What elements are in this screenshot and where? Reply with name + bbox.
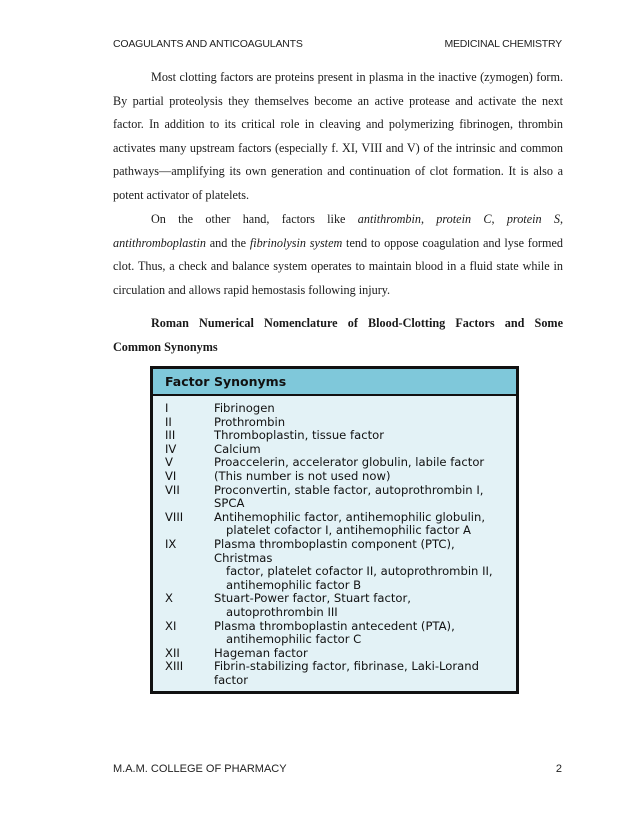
factor-number: IX: [165, 536, 177, 551]
factor-synonyms: [214, 592, 516, 619]
synonym-line: Hageman factor: [214, 645, 308, 660]
section-heading: Roman Numerical Nomenclature of Blood-Clotting Factors and Some Common Synonyms: [113, 316, 563, 354]
table-row: [153, 443, 516, 457]
p2-text-after: tend to oppose coagulation and lyse formed clot. Thus, a check and balance system operates to maintain blood in a fluid state while in circulation and allows rapid hemostasis following injury.: [113, 235, 563, 297]
p2-sep: ,: [491, 212, 507, 226]
synonym-continuation: factor, platelet cofactor II, autoprothrombin II, antihemophilic factor B: [226, 564, 493, 592]
table-row: [153, 456, 516, 470]
table-row: [153, 429, 516, 443]
table-rows: [153, 402, 516, 687]
synonym-line: Prothrombin: [214, 414, 286, 429]
factor-synonyms: [214, 416, 516, 430]
factor-synonyms: [214, 660, 516, 687]
synonym-line: Fibrinogen: [214, 401, 275, 415]
factor-number: VI: [165, 468, 177, 483]
factor-number: II: [165, 414, 172, 429]
synonym-line: Plasma thromboplastin antecedent (PTA),: [214, 618, 455, 633]
synonym-continuation: antihemophilic factor C: [226, 632, 362, 647]
factor-synonyms: [214, 443, 516, 457]
factor-synonyms: [214, 456, 516, 470]
factor-number: VII: [165, 482, 180, 497]
synonym-continuation: platelet cofactor I, antihemophilic factor A: [226, 523, 471, 538]
p2-sep: ,: [559, 212, 564, 226]
column-header-synonyms: Synonyms: [214, 374, 287, 389]
factor-synonyms: [214, 470, 516, 484]
table-row: [153, 538, 516, 592]
table-row: [153, 470, 516, 484]
synonym-continuation: autoprothrombin III: [226, 604, 338, 619]
synonym-line: Thromboplastin, tissue factor: [214, 428, 384, 443]
factor-number: XI: [165, 618, 177, 633]
synonym-line: Calcium: [214, 441, 261, 456]
page-header: [113, 38, 562, 52]
footer-college-name: M.A.M. COLLEGE OF PHARMACY: [113, 763, 287, 775]
factor-number: I: [165, 401, 169, 415]
header-left-title: COAGULANTS AND ANTICOAGULANTS: [113, 38, 303, 50]
table-row: [153, 592, 516, 619]
table-row: [153, 416, 516, 430]
clotting-factors-table: [150, 366, 519, 694]
table-header: [153, 369, 516, 396]
factor-number: IV: [165, 441, 177, 456]
table-row: [153, 511, 516, 538]
factor-synonyms: [214, 511, 516, 538]
p2-sep: and the: [206, 235, 250, 250]
factor-number: XII: [165, 645, 180, 660]
term-antithrombin: antithrombin: [357, 212, 421, 226]
table-row: [153, 402, 516, 416]
synonym-line: Proconvertin, stable factor, autoprothrombin I, SPCA: [214, 482, 484, 511]
synonym-line: Fibrin-stabilizing factor, fibrinase, Laki-Lorand factor: [214, 659, 479, 687]
term-protein-c: protein C: [436, 212, 492, 226]
factor-number: XIII: [165, 659, 184, 674]
p2-sep: ,: [420, 212, 437, 226]
synonym-line: Stuart-Power factor, Stuart factor,: [214, 591, 411, 606]
factor-number: X: [165, 591, 173, 606]
table-row: [153, 620, 516, 647]
factor-synonyms: [214, 647, 516, 661]
column-header-factor: Factor: [165, 374, 210, 389]
factor-synonyms: [214, 429, 516, 443]
table-row: [153, 660, 516, 687]
factor-synonyms: [214, 402, 516, 416]
paragraph-clotting-factors: Most clotting factors are proteins present in plasma in the inactive (zymogen) form. By partial proteolysis they themselves become an active protease and activate the next factor. In addition to its critical role in cleaving and polymerizing fibrinogen, thrombin activates many upstream factors (especially f. XI, VIII and V) of the intrinsic and common pathways—amplifying its own generation and continuation of clot formation. It is also a potent activator of platelets.: [113, 70, 563, 202]
synonym-line: Antihemophilic factor, antihemophilic globulin,: [214, 509, 486, 524]
factor-number: V: [165, 455, 173, 470]
table-row: [153, 484, 516, 511]
factor-number: VIII: [165, 509, 184, 524]
header-right-title: MEDICINAL CHEMISTRY: [444, 38, 562, 50]
term-fibrinolysin-system: fibrinolysin system: [249, 235, 343, 250]
page-number: 2: [555, 763, 562, 775]
p2-text-before: On the other hand, factors like: [151, 212, 358, 226]
synonym-line: Proaccelerin, accelerator globulin, labile factor: [214, 455, 485, 470]
page-footer: [113, 763, 562, 777]
factor-synonyms: [214, 538, 516, 592]
table-row: [153, 647, 516, 661]
factor-synonyms: [214, 620, 516, 647]
term-protein-s: protein S: [506, 212, 560, 226]
synonym-line: Plasma thromboplastin component (PTC), Christmas: [214, 536, 455, 565]
synonym-line: (This number is not used now): [214, 468, 391, 483]
paragraph-anticoagulant-factors: [113, 208, 563, 302]
factor-number: III: [165, 428, 176, 443]
factor-synonyms: [214, 484, 516, 511]
term-antithromboplastin: antithromboplastin: [113, 235, 206, 250]
